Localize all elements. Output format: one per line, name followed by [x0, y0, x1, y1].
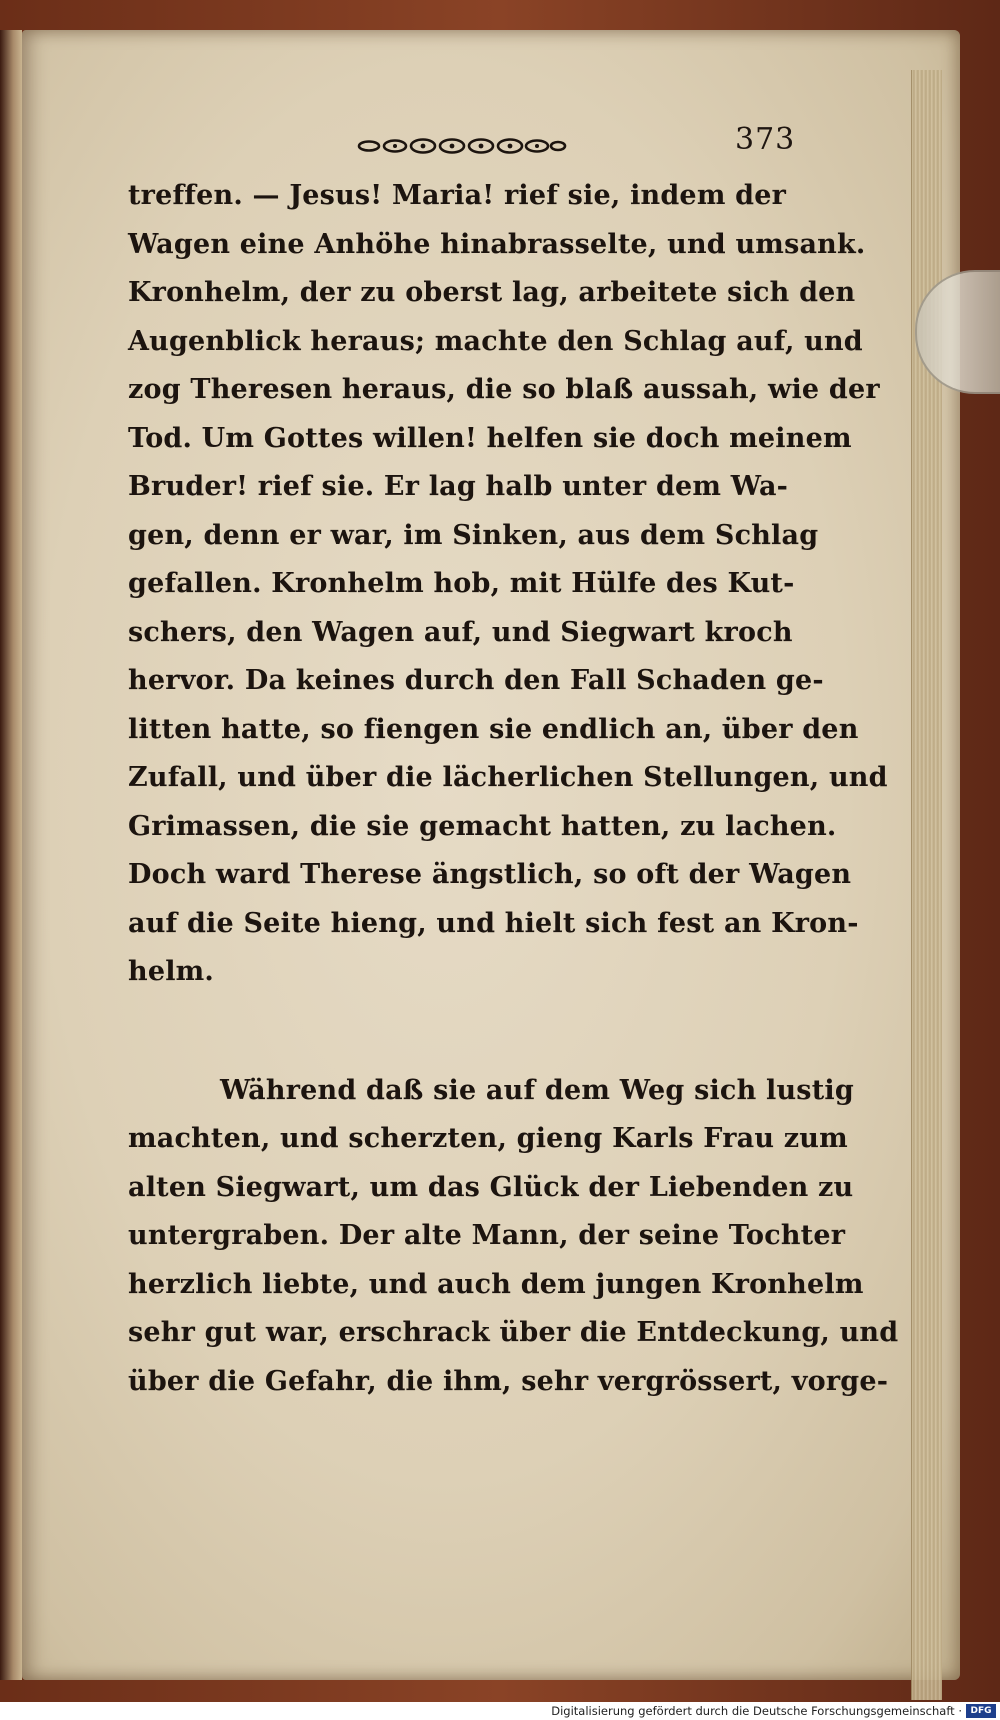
text-line: sehr gut war, erschrack über die Entdeckung, und	[128, 1317, 899, 1348]
text-line: über die Gefahr, die ihm, sehr vergrössert, vorge-	[128, 1365, 889, 1397]
paragraph-gap	[128, 997, 828, 1067]
text-line: Kronhelm, der zu oberst lag, arbeitete sich den	[128, 277, 856, 308]
text-line: hervor. Da keines durch den Fall Schaden ge-	[128, 665, 824, 696]
text-line: schers, den Wagen auf, und Siegwart kroch	[128, 616, 793, 648]
text-line: litten hatte, so fiengen sie endlich an, über den	[128, 713, 859, 745]
text-line: gefallen. Kronhelm hob, mit Hülfe des Kut-	[128, 568, 795, 599]
text-line: auf die Seite hieng, und hielt sich fest an Kron-	[128, 907, 859, 939]
text-line: treffen. — Jesus! Maria! rief sie, indem der	[128, 180, 787, 211]
dfg-logo-icon: DFG	[966, 1704, 996, 1718]
text-line: Während daß sie auf dem Weg sich lustig	[220, 1074, 854, 1106]
page-number: 373	[735, 122, 796, 157]
header-ornament	[355, 136, 567, 156]
text-line: Bruder! rief sie. Er lag halb unter dem Wa-	[128, 471, 789, 502]
body-text	[128, 172, 899, 1406]
text-line: gen, denn er war, im Sinken, aus dem Schlag	[128, 519, 819, 551]
text-line: Wagen eine Anhöhe hinabrasselte, und umsank.	[128, 228, 866, 260]
text-line: Augenblick heraus; machte den Schlag auf, und	[128, 325, 863, 357]
footer-credit: Digitalisierung gefördert durch die Deutsche Forschungsgemeinschaft ·	[551, 1704, 962, 1718]
text-line: alten Siegwart, um das Glück der Liebenden zu	[128, 1171, 854, 1203]
text-line: Grimassen, die sie gemacht hatten, zu lachen.	[128, 810, 837, 842]
text-line: Doch ward Therese ängstlich, so oft der Wagen	[128, 859, 852, 890]
text-line: zog Theresen heraus, die so blaß aussah, wie der	[128, 374, 880, 405]
text-line: untergraben. Der alte Mann, der seine Tochter	[128, 1220, 846, 1251]
text-line: helm.	[128, 956, 215, 987]
text-line: machten, und scherzten, gieng Karls Frau zum	[128, 1123, 848, 1154]
text-line: Tod. Um Gottes willen! helfen sie doch meinem	[128, 422, 852, 454]
text-line: Zufall, und über die lächerlichen Stellungen, und	[128, 762, 888, 793]
footer-bar	[0, 1702, 1000, 1720]
text-line: herzlich liebte, und auch dem jungen Kronhelm	[128, 1268, 864, 1300]
previous-page-edge	[0, 30, 22, 1680]
